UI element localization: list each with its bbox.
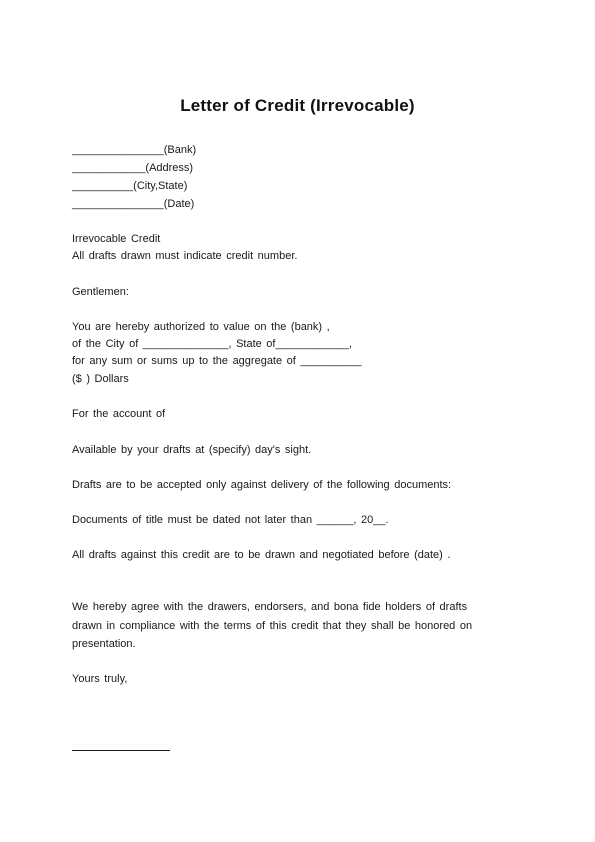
letter-title: Letter of Credit (Irrevocable)	[180, 96, 415, 115]
documents-clause: Drafts are to be accepted only against delivery of the following documents:	[72, 479, 452, 491]
availability-line: Available by your drafts at (specify) day's sight.	[72, 444, 312, 456]
dated-clause: Documents of title must be dated not later than ______, 20__.	[72, 514, 389, 526]
city-state-line: __________(City,State)	[72, 180, 188, 192]
account-line: For the account of	[72, 408, 166, 420]
negotiation-clause: All drafts against this credit are to be drawn and negotiated before (date) .	[72, 549, 451, 561]
credit-type: Irrevocable Credit	[72, 233, 161, 245]
authorization-line: for any sum or sums up to the aggregate of __________	[72, 355, 362, 367]
salutation: Gentlemen:	[72, 286, 129, 298]
date-line: _______________(Date)	[72, 198, 195, 210]
drafts-note: All drafts drawn must indicate credit number.	[72, 250, 298, 262]
authorization-line: ($ ) Dollars	[72, 373, 129, 385]
agreement-line: presentation.	[72, 638, 136, 650]
address-line: ____________(Address)	[72, 162, 194, 174]
bank-line: _______________(Bank)	[72, 144, 197, 156]
agreement-line: drawn in compliance with the terms of this credit that they shall be honored on	[72, 620, 473, 632]
authorization-line: of the City of ______________, State of____________,	[72, 338, 352, 350]
signature-line	[72, 750, 170, 751]
closing: Yours truly,	[72, 673, 128, 685]
authorization-line: You are hereby authorized to value on the (bank) ,	[72, 321, 330, 333]
agreement-line: We hereby agree with the drawers, endorsers, and bona fide holders of drafts	[72, 601, 468, 613]
